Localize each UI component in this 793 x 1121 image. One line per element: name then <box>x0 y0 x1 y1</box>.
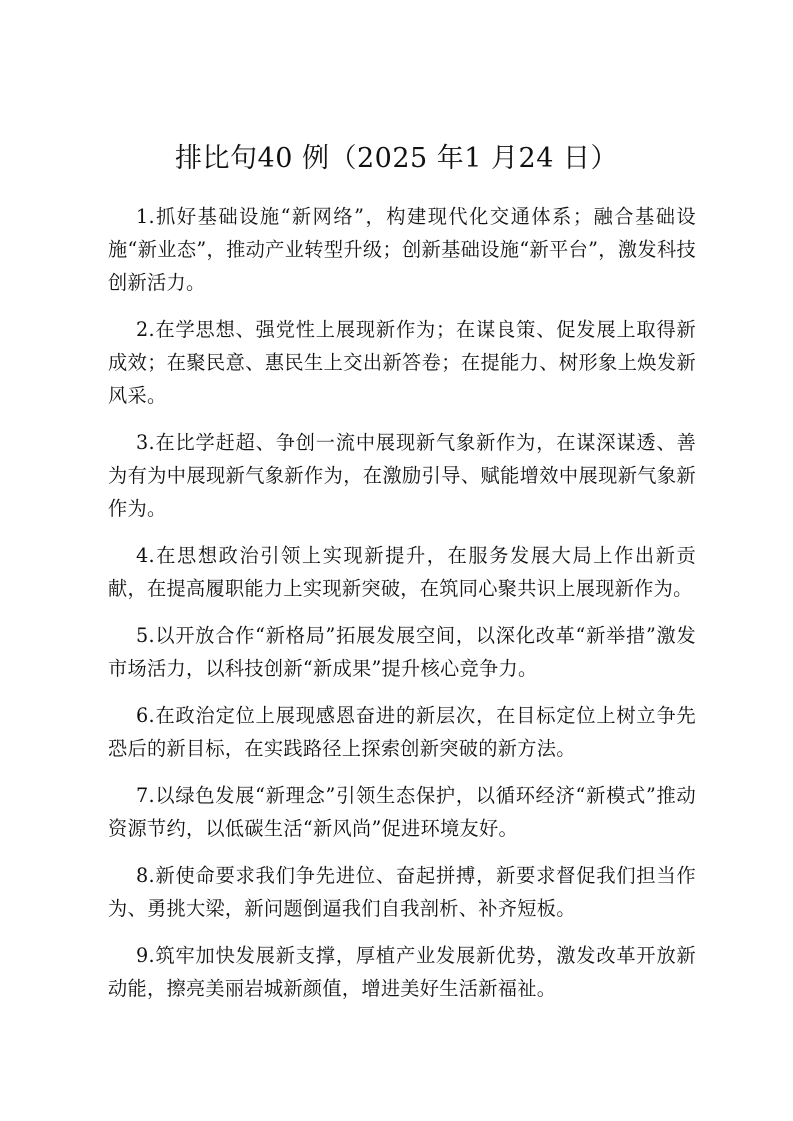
list-item: 2.在学思想、强党性上展现新作为；在谋良策、促发展上取得新成效；在聚民意、惠民生上交出新答卷；在提能力、树形象上焕发新风采。 <box>108 318 696 407</box>
list-item: 1.抓好基础设施“新网络”，构建现代化交通体系；融合基础设施“新业态”，推动产业转型升级；创新基础设施“新平台”，激发科技创新活力。 <box>108 205 696 294</box>
list-item: 5.以开放合作“新格局”拓展发展空间，以深化改革“新举措”激发市场活力，以科技创新“新成果”提升核心竞争力。 <box>108 624 696 680</box>
parallelism-list <box>108 200 696 1019</box>
list-item: 8.新使命要求我们争先进位、奋起拼搏，新要求督促我们担当作为、勇挑大梁，新问题倒逼我们自我剖析、补齐短板。 <box>108 864 696 920</box>
list-item: 6.在政治定位上展现感恩奋进的新层次，在目标定位上树立争先恐后的新目标，在实践路径上探索创新突破的新方法。 <box>108 704 696 760</box>
list-item: 9.筑牢加快发展新支撑，厚植产业发展新优势，激发改革开放新动能，擦亮美丽岩城新颜值，增进美好生活新福祉。 <box>108 944 696 1000</box>
list-item: 4.在思想政治引领上实现新提升，在服务发展大局上作出新贡献，在提高履职能力上实现新突破，在筑同心聚共识上展现新作为。 <box>108 544 696 600</box>
document-title: 排比句40 例（2025 年1 月24 日） <box>175 143 618 174</box>
list-item: 7.以绿色发展“新理念”引领生态保护，以循环经济“新模式”推动资源节约，以低碳生活“新风尚”促进环境友好。 <box>108 784 696 840</box>
list-item: 3.在比学赶超、争创一流中展现新气象新作为，在谋深谋透、善为有为中展现新气象新作为，在激励引导、赋能增效中展现新气象新作为。 <box>108 431 696 520</box>
